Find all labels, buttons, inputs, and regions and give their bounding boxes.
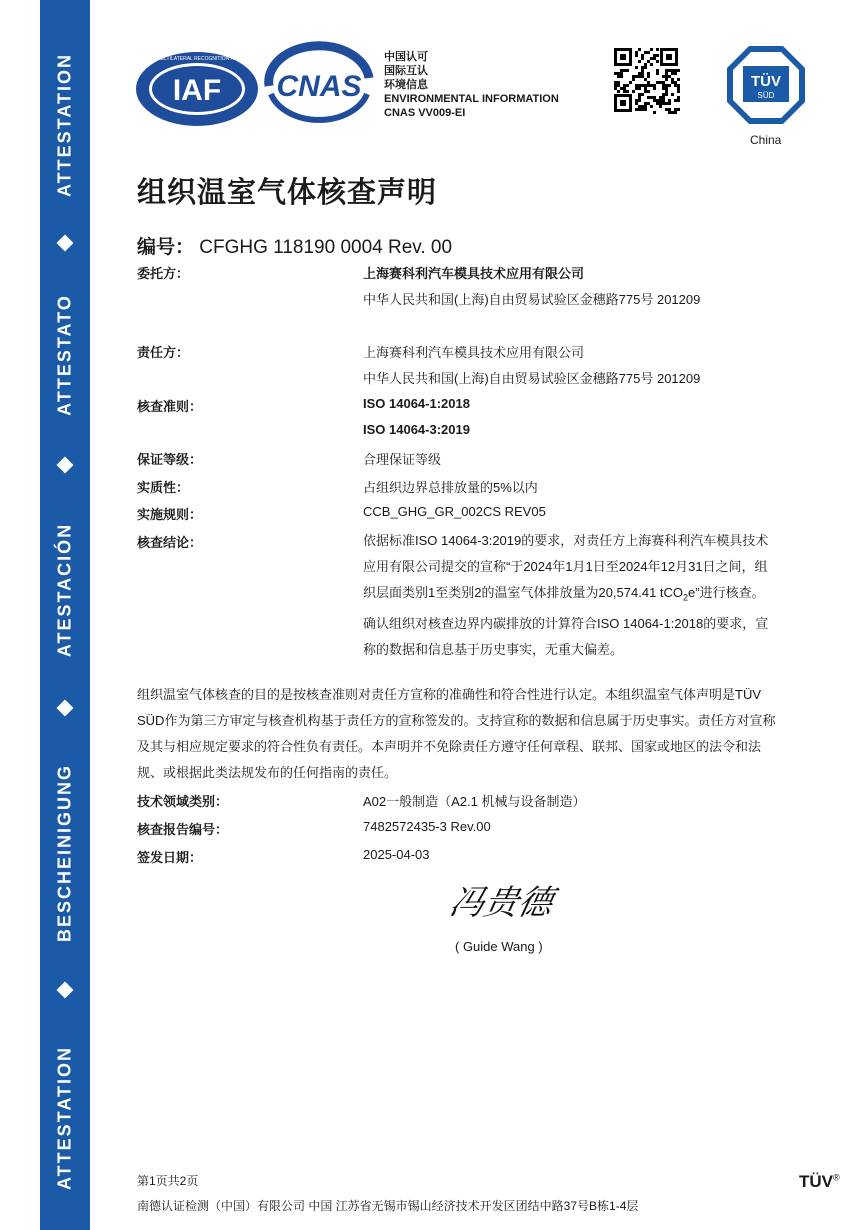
materiality-label: 实质性： xyxy=(137,480,190,495)
side-word-attestato: ATTESTATO xyxy=(54,294,75,416)
cnas-line: 环境信息 xyxy=(384,79,428,91)
assurance-label: 保证等级： xyxy=(137,452,203,467)
number-value: CFGHG 118190 0004 Rev. 00 xyxy=(199,237,453,258)
conclusion-text-part-1: 依据标准ISO 14064-3:2019的要求，对责任方上海赛科利汽车模具技术应用有限公司提交的宣称“于2024年1月1日至2024年12月31日之间，组织层面类别1至类别2的温室气体排放量为20,574.41 tCO xyxy=(363,533,769,600)
document-title: 组织温室气体核查声明 xyxy=(137,177,438,209)
tuv-logo-text: TÜV xyxy=(751,73,781,90)
cnas-line: 国际互认 xyxy=(384,65,428,77)
criteria-2: ISO 14064-3:2019 xyxy=(363,422,470,437)
client-label: 委托方： xyxy=(137,266,190,281)
side-word-attestation: ATTESTATION xyxy=(54,1046,75,1190)
signature-text: 冯贵德 xyxy=(446,883,557,923)
footer-tuv-text: TÜV xyxy=(799,1172,833,1191)
criteria-1: ISO 14064-1:2018 xyxy=(363,396,470,411)
cnas-line: 中国认可 xyxy=(384,51,428,63)
cnas-logo-text: CNAS xyxy=(276,70,362,103)
report-value: 7482572435-3 Rev.00 xyxy=(363,819,491,834)
client-address: 中华人民共和国(上海)自由贸易试验区金穗路775号 201209 xyxy=(363,292,701,307)
rules-value: CCB_GHG_GR_002CS REV05 xyxy=(363,504,546,519)
client-name: 上海赛科利汽车模具技术应用有限公司 xyxy=(363,266,585,281)
tech-label: 技术领域类别： xyxy=(137,794,229,809)
document-number xyxy=(137,232,452,259)
responsible-label: 责任方： xyxy=(137,345,190,360)
qr-code xyxy=(612,46,680,114)
page-number: 第1页共2页 xyxy=(137,1174,199,1188)
criteria-label: 核查准则： xyxy=(137,399,203,414)
iaf-logo xyxy=(124,50,270,128)
iaf-ring-text: MEMBER OF MULTILATERAL RECOGNITION ARRANGEMENT xyxy=(124,56,270,62)
tuv-sub-text: SÜD xyxy=(757,91,775,100)
company-address: 南德认证检测（中国）有限公司 中国 江苏省无锡市锡山经济技术开发区团结中路37号B栋1-4层 xyxy=(137,1199,639,1213)
side-word-bescheinigung: BESCHEINIGUNG xyxy=(54,763,75,943)
number-label: 编号： xyxy=(137,237,195,258)
cnas-logo xyxy=(263,46,375,126)
cnas-line: CNAS VV009-EI xyxy=(384,107,466,119)
date-label: 签发日期： xyxy=(137,850,203,865)
registered-mark: ® xyxy=(833,1172,840,1183)
report-label: 核查报告编号： xyxy=(137,822,229,837)
tech-value: A02一般制造（A2.1 机械与设备制造） xyxy=(363,794,586,809)
tuv-caption: China xyxy=(750,133,782,147)
iaf-logo-text: IAF xyxy=(172,74,222,107)
signer-name: ( Guide Wang ) xyxy=(455,939,543,954)
conclusion-label: 核查结论： xyxy=(137,535,203,550)
cnas-accreditation-text xyxy=(384,50,559,120)
purpose-paragraph: 组织温室气体核查的目的是按核查准则对责任方宣称的准确性和符合性进行认定。本组织温室气体声明是TÜV SÜD作为第三方审定与核查机构基于责任方的宣称签发的。支持宣称的数据和信息属于历史事实。责任方对宣称及其与相应规定要求的符合性负有责任。本声明并不免除责任方遵守任何章程、联邦、国家或地区的法令和法规、或根据此类法规发布的任何指南的责任。 xyxy=(137,687,776,780)
date-value: 2025-04-03 xyxy=(363,847,430,862)
conclusion-text xyxy=(363,528,773,663)
side-word-attestation: ATTESTATION xyxy=(54,53,75,197)
assurance-value: 合理保证等级 xyxy=(363,452,442,467)
tuv-logo xyxy=(725,44,807,126)
cnas-line: ENVIRONMENTAL INFORMATION xyxy=(384,93,559,105)
rules-label: 实施规则： xyxy=(137,507,203,522)
side-word-atestacion: ATESTACIÓN xyxy=(54,522,75,658)
materiality-value: 占组织边界总排放量的5%以内 xyxy=(363,480,538,495)
conclusion-text-part-2: e”进行核查。确认组织对核查边界内碳排放的计算符合ISO 14064-1:2018的要求，宣称的数据和信息基于历史事实，无重大偏差。 xyxy=(363,585,769,657)
co2-subscript: 2 xyxy=(683,592,689,603)
footer-tuv-logo xyxy=(799,1172,840,1192)
responsible-name: 上海赛科利汽车模具技术应用有限公司 xyxy=(363,345,585,360)
signature xyxy=(446,876,592,926)
responsible-address: 中华人民共和国(上海)自由贸易试验区金穗路775号 201209 xyxy=(363,371,701,386)
